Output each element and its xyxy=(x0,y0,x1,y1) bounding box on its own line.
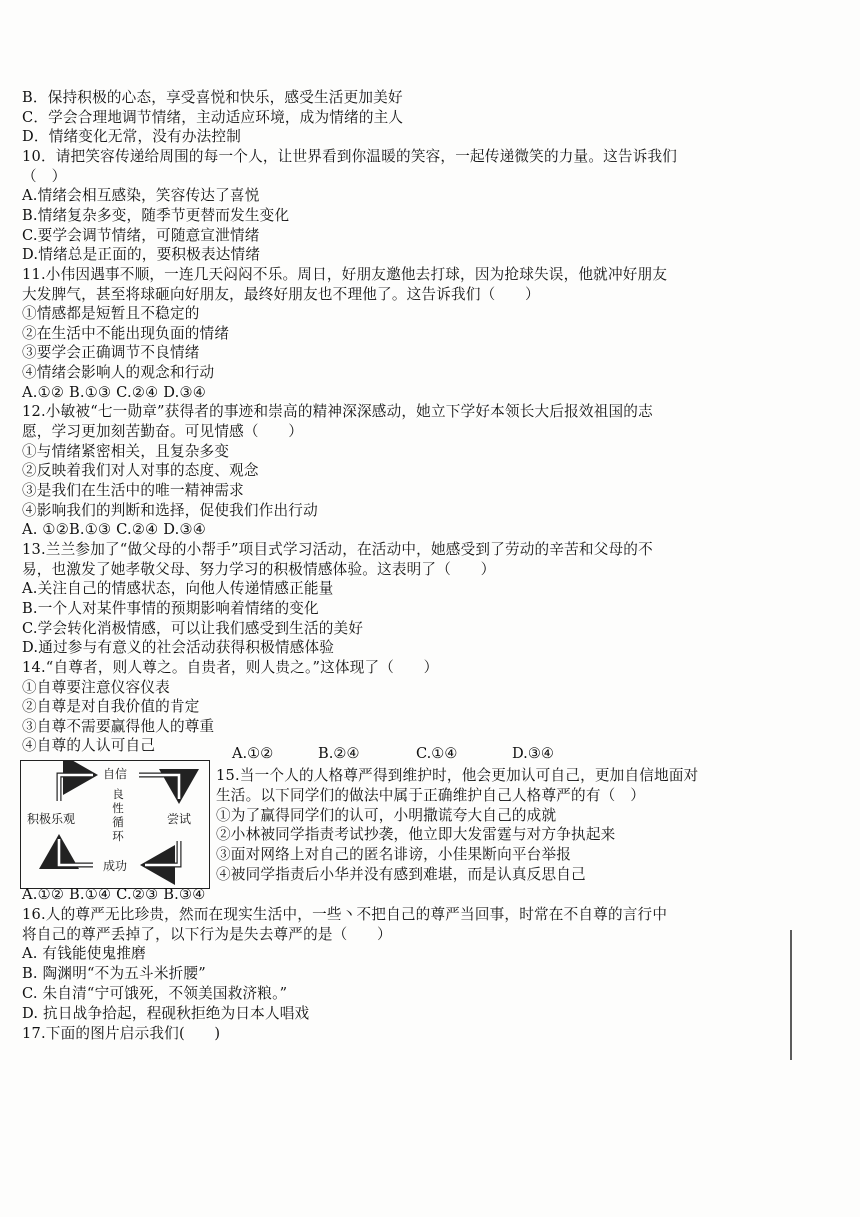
text-line: ③是我们在生活中的唯一精神需求 xyxy=(22,482,244,499)
text-line: C.学会转化消极情感，可以让我们感受到生活的美好 xyxy=(22,619,364,637)
text-line: B. 陶渊明“不为五斗米折腰” xyxy=(22,965,206,983)
text-line: 将自己的尊严丢掉了，以下行为是失去尊严的是（ ） xyxy=(22,925,392,943)
text-line: ①自尊要注意仪容仪表 xyxy=(22,678,170,696)
text-line: D.情绪总是正面的，要积极表达情绪 xyxy=(22,246,261,264)
text-line: （ ） xyxy=(22,167,67,185)
text-line: ②自尊是对自我价值的肯定 xyxy=(22,698,200,716)
text-line: ③要学会正确调节不良情绪 xyxy=(22,344,200,362)
diagram-label-bottom: 成功 xyxy=(103,859,128,873)
text-line: C. 朱自清“宁可饿死，不领美国救济粮。” xyxy=(22,985,288,1002)
text-line: 易，也激发了她孝敬父母、努力学习的积极情感体验。这表明了（ ） xyxy=(22,560,496,578)
text-line: B．保持积极的心态，享受喜悦和快乐，感受生活更加美好 xyxy=(22,89,403,106)
q15-text-line: 生活。以下同学们的做法中属于正确维护自己人格尊严的有（ ） xyxy=(216,786,646,804)
q15-text-line: ④被同学指责后小华并没有感到难堪，而是认真反思自己 xyxy=(216,866,586,883)
q14-option-b: B.②④ xyxy=(318,745,360,762)
text-line: ①情感都是短暂且不稳定的 xyxy=(22,305,200,323)
diagram-center-label: 良性循环 xyxy=(112,787,124,843)
text-line: 11.小伟因遇事不顺，一连几天闷闷不乐。周日，好朋友邀他去打球，因为抢球失误，他就冲好朋友 xyxy=(22,265,668,283)
diagram-label-right: 尝试 xyxy=(167,812,192,826)
text-line: C.要学会调节情绪，可随意宣泄情绪 xyxy=(22,226,260,244)
q15-text-line: ③面对网络上对自己的匿名诽谤，小佳果断向平台举报 xyxy=(216,846,572,864)
text-line: A. ①②B.①③ C.②④ D.③④ xyxy=(22,521,207,539)
text-line: A. 有钱能使鬼推磨 xyxy=(22,945,146,963)
text-line: 愿，学习更加刻苦勤奋。可见情感（ ） xyxy=(22,423,304,441)
text-line: ④影响我们的判断和选择，促使我们作出行动 xyxy=(22,501,318,519)
text-line: 大发脾气，甚至将球砸向好朋友，最终好朋友也不理他了。这告诉我们（ ） xyxy=(22,285,540,303)
text-line: D．情绪变化无常，没有办法控制 xyxy=(22,128,242,146)
text-line: ②反映着我们对人对事的态度、观念 xyxy=(22,462,259,480)
text-line: 13.兰兰参加了“做父母的小帮手”项目式学习活动，在活动中，她感受到了劳动的辛苦和父母的不 xyxy=(22,540,653,558)
q14-option-c: C.①④ xyxy=(416,745,458,762)
q15-text-line: ①为了赢得同学们的认可，小明撒谎夸大自己的成就 xyxy=(216,806,557,824)
text-line: B.情绪复杂多变，随季节更替而发生变化 xyxy=(22,206,290,224)
text-line: 10．请把笑容传递给周围的每一个人，让世界看到你温暖的笑容，一起传递微笑的力量。这告诉我们 xyxy=(22,147,678,165)
text-line: ②在生活中不能出现负面的情绪 xyxy=(22,324,230,342)
text-line: 17.下面的图片启示我们( ) xyxy=(22,1024,221,1042)
text-line: 16.人的尊严无比珍贵，然而在现实生活中，一些丶不把自己的尊严当回事，时常在不自尊的言行中 xyxy=(22,905,668,923)
q15-text-line: ②小林被同学指责考试抄袭，他立即大发雷霆与对方争执起来 xyxy=(216,826,616,844)
text-line: ③自尊不需要赢得他人的尊重 xyxy=(22,717,215,735)
text-line: ④情绪会影响人的观念和行动 xyxy=(22,364,215,382)
text-line: D. 抗日战争拾起，程砚秋拒绝为日本人唱戏 xyxy=(22,1004,310,1022)
text-line: A.情绪会相互感染，笑容传达了喜悦 xyxy=(22,187,260,205)
text-line: C．学会合理地调节情绪，主动适应环境，成为情绪的主人 xyxy=(22,108,404,126)
diagram-label-top: 自信 xyxy=(103,767,128,781)
text-line: B.一个人对某件事情的预期影响着情绪的变化 xyxy=(22,599,319,617)
diagram-label-left: 积极乐观 xyxy=(27,812,76,826)
text-line: 14.“自尊者，则人尊之。自贵者，则人贵之。”这体现了（ ） xyxy=(22,658,439,676)
virtuous-cycle-diagram xyxy=(20,760,210,889)
text-line: ①与情绪紧密相关，且复杂多变 xyxy=(22,442,230,460)
text-line: D.通过参与有意义的社会活动获得积极情感体验 xyxy=(22,639,335,657)
text-line: A.①② B.①④ C.②③ B.③④ xyxy=(22,886,206,903)
q15-text-line: 15.当一个人的人格尊严得到维护时，他会更加认可自己，更加自信地面对 xyxy=(216,767,699,784)
text-line: A.①② B.①③ C.②④ D.③④ xyxy=(22,383,207,401)
text-line: A.关注自己的情感状态，向他人传递情感正能量 xyxy=(22,580,334,598)
text-line: 12.小敏被“七一勋章”获得者的事迹和崇高的精神深深感动，她立下学好本领长大后报效祖国的志 xyxy=(22,403,653,421)
scan-mark xyxy=(790,930,792,1060)
q14-option-d: D.③④ xyxy=(512,745,554,762)
text-line: ④自尊的人认可自己 xyxy=(22,737,156,755)
q14-option-a: A.①② xyxy=(232,745,274,762)
